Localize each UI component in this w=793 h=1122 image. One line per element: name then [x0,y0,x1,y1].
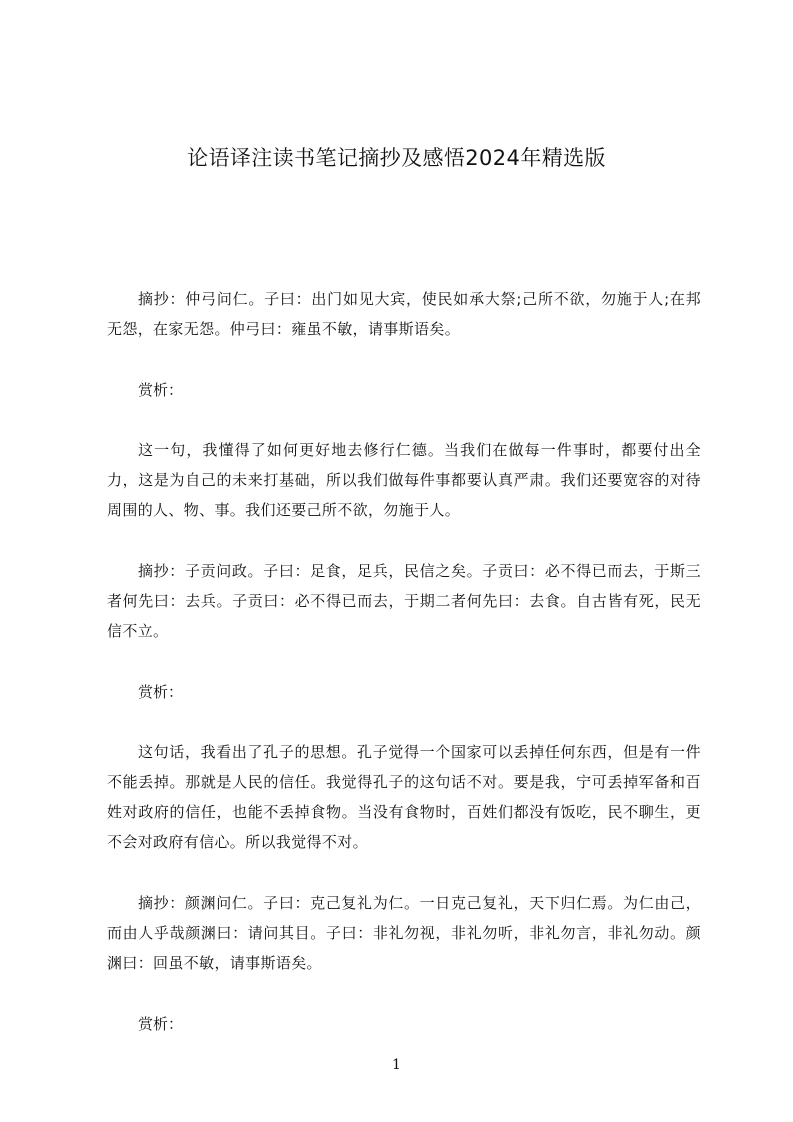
document-body [107,284,701,1039]
paragraph-spacer [107,525,701,556]
document-title: 论语译注读书笔记摘抄及感悟2024年精选版 [187,146,606,170]
appreciation-label: 赏析： [138,1015,184,1033]
appreciation-label: 赏析： [138,683,184,701]
paragraph-spacer [107,978,701,1009]
commentary-paragraph: 这一句，我懂得了如何更好地去修行仁德。当我们在做每一件事时，都要付出全力，这是为自己的未来打基础，所以我们做每件事都要认真严肃。我们还要宽容的对待周围的人、物、事。我们还要己所不欲，勿施于人。 [107,441,701,519]
excerpt-paragraph: 摘抄：仲弓问仁。子曰：出门如见大宾，使民如承大祭;己所不欲，勿施于人;在邦无怨，在家无怨。仲弓曰：雍虽不敏，请事斯语矣。 [107,290,701,338]
page-number: 1 [392,1057,401,1073]
paragraph-spacer [107,405,701,435]
appreciation-label: 赏析： [138,381,184,399]
commentary-paragraph: 这句话，我看出了孔子的思想。孔子觉得一个国家可以丢掉任何东西，但是有一件不能丢掉。那就是人民的信任。我觉得孔子的这句话不对。要是我，宁可丢掉军备和百姓对政府的信任，也能不丢掉食物。当没有食物时，百姓们都没有饭吃，民不聊生，更不会对政府有信心。所以我觉得不对。 [107,743,701,851]
paragraph-spacer [107,707,701,737]
excerpt-paragraph: 摘抄：颜渊问仁。子曰：克己复礼为仁。一日克己复礼，天下归仁焉。为仁由己，而由人乎哉颜渊曰：请问其目。子曰：非礼勿视，非礼勿听，非礼勿言，非礼勿动。颜渊曰：回虽不敏，请事斯语矣。 [107,894,701,972]
paragraph-spacer [107,646,701,677]
paragraph-spacer [107,857,701,888]
paragraph-spacer [107,344,701,375]
excerpt-paragraph: 摘抄：子贡问政。子曰：足食，足兵，民信之矣。子贡曰：必不得已而去，于斯三者何先曰：去兵。子贡曰：必不得已而去，于期二者何先曰：去食。自古皆有死，民无信不立。 [107,562,701,640]
